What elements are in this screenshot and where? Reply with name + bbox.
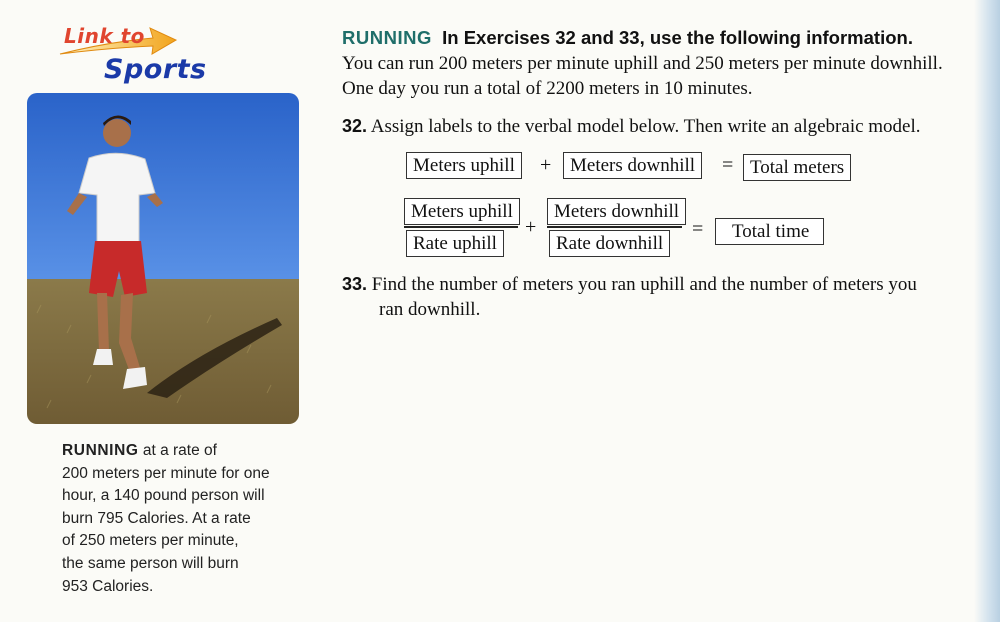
exercise-number: 32. xyxy=(342,116,368,136)
box-meters-downhill: Meters downhill xyxy=(563,152,702,179)
intro-paragraph xyxy=(342,51,992,101)
plus-sign: + xyxy=(525,216,537,238)
intro-line: One day you run a total of 2200 meters in 10 minutes. xyxy=(342,78,753,99)
caption-line: 953 Calories. xyxy=(62,577,154,595)
intro-line: You can run 200 meters per minute uphill and 250 meters per minute downhill. xyxy=(342,53,943,74)
caption-line: at a rate of xyxy=(142,442,217,459)
caption-keyword: RUNNING xyxy=(62,442,139,459)
exercise-text: Assign labels to the verbal model below. Then write an algebraic model. xyxy=(370,116,921,137)
photo-caption xyxy=(62,440,312,598)
caption-line: burn 795 Calories. At a rate xyxy=(62,509,251,527)
box-rate-downhill-denominator: Rate downhill xyxy=(549,230,670,257)
box-meters-uphill-numerator: Meters uphill xyxy=(404,198,520,225)
box-rate-uphill-denominator: Rate uphill xyxy=(406,230,504,257)
exercise-text: Find the number of meters you ran uphill and the number of meters you xyxy=(371,274,917,295)
box-meters-uphill: Meters uphill xyxy=(406,152,522,179)
box-total-time: Total time xyxy=(715,218,824,245)
plus-sign: + xyxy=(540,154,552,176)
exercise-number: 33. xyxy=(342,274,368,294)
exercise-32 xyxy=(342,116,921,138)
fraction-bar xyxy=(404,226,518,228)
box-meters-downhill-numerator: Meters downhill xyxy=(547,198,686,225)
section-heading xyxy=(342,27,913,49)
caption-line: hour, a 140 pound person will xyxy=(62,487,265,505)
runner-photo xyxy=(27,93,299,424)
caption-line: 200 meters per minute for one xyxy=(62,464,270,482)
fraction-bar xyxy=(547,226,682,228)
logo-link-to: Link to xyxy=(64,24,145,48)
exercise-33 xyxy=(342,272,917,322)
caption-line: the same person will burn xyxy=(62,554,239,572)
link-to-sports-logo xyxy=(58,16,218,88)
equals-sign: = xyxy=(692,218,704,240)
box-total-meters: Total meters xyxy=(743,154,851,181)
heading-text: In Exercises 32 and 33, use the following information. xyxy=(442,27,913,48)
heading-keyword: RUNNING xyxy=(342,27,432,48)
caption-line: of 250 meters per minute, xyxy=(62,532,239,550)
logo-sports: Sports xyxy=(104,54,207,85)
equals-sign: = xyxy=(722,154,734,176)
exercise-text-continued: ran downhill. xyxy=(379,299,481,320)
